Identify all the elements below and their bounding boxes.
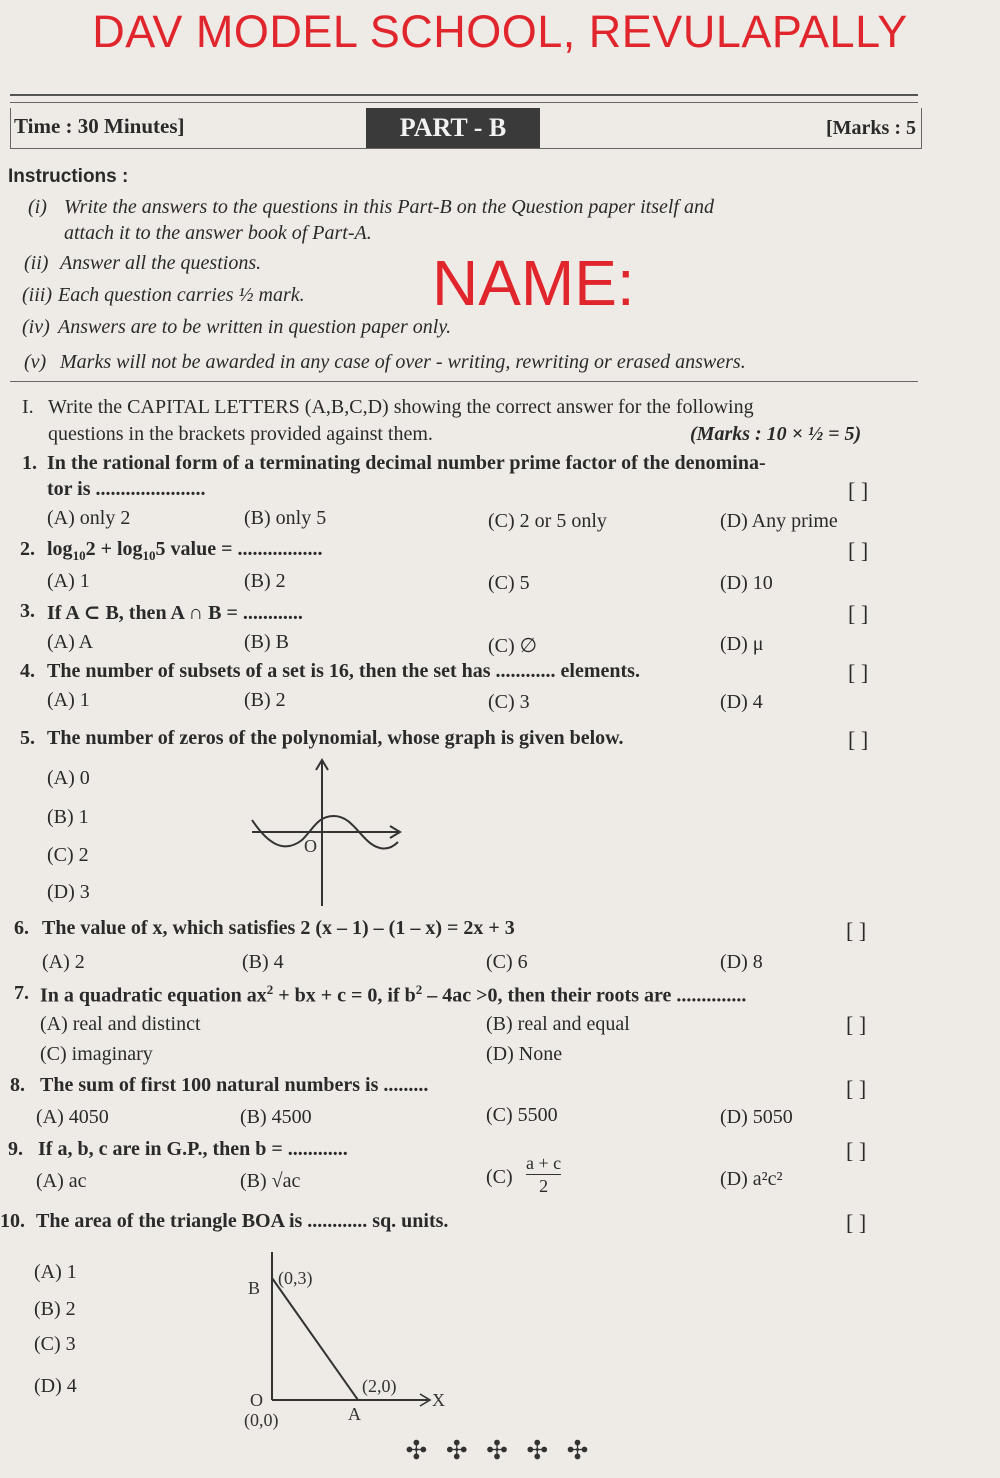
option-c-fraction bbox=[526, 1152, 561, 1197]
marks-label: [Marks : 5 bbox=[826, 117, 916, 139]
point-a-coord: (2,0) bbox=[362, 1376, 397, 1396]
answer-bracket[interactable]: [ ] bbox=[846, 1012, 867, 1037]
time-label: Time : 30 Minutes] bbox=[14, 114, 185, 138]
answer-bracket[interactable]: [ ] bbox=[848, 601, 869, 626]
instruction-num: (v) bbox=[24, 351, 47, 373]
option-a: (A) A bbox=[47, 631, 94, 653]
question-num: 6. bbox=[14, 917, 29, 939]
question-text: The sum of first 100 natural numbers is ......... bbox=[40, 1074, 429, 1096]
option-c: (C) 2 bbox=[47, 844, 89, 866]
option-a: (A) 1 bbox=[47, 689, 90, 711]
option-b: (B) √ac bbox=[240, 1170, 301, 1192]
fraction-numerator: a + c bbox=[526, 1153, 562, 1173]
option-d: (D) a²c² bbox=[720, 1168, 783, 1190]
instruction-item bbox=[22, 284, 305, 307]
option-b: (B) real and equal bbox=[486, 1013, 630, 1035]
option-c: (C) ∅ bbox=[488, 635, 538, 657]
answer-bracket[interactable]: [ ] bbox=[846, 1138, 867, 1163]
option-c: (C) 5 bbox=[488, 572, 530, 594]
option-c: (C) 3 bbox=[488, 691, 530, 713]
instruction-item bbox=[24, 351, 746, 374]
instruction-item bbox=[22, 316, 451, 339]
instruction-text: Answer all the questions. bbox=[60, 252, 262, 274]
polynomial-graph bbox=[244, 754, 414, 912]
instruction-text: Answers are to be written in question paper only. bbox=[58, 316, 452, 338]
option-c: (C) 2 or 5 only bbox=[488, 510, 607, 532]
point-b-coord: (0,3) bbox=[278, 1268, 313, 1288]
option-c: (C) 6 bbox=[486, 951, 528, 973]
question-num: 10. bbox=[0, 1210, 25, 1232]
instruction-num: (iii) bbox=[22, 284, 52, 306]
question-text: In the rational form of a terminating decimal number prime factor of the denomina- bbox=[47, 452, 766, 474]
question-text: The number of subsets of a set is 16, then the set has ............ elements. bbox=[47, 660, 640, 682]
footer-ornament: ✣ ✣ ✣ ✣ ✣ bbox=[405, 1436, 595, 1465]
question-text: If a, b, c are in G.P., then b = ............ bbox=[38, 1138, 348, 1160]
answer-bracket[interactable]: [ ] bbox=[848, 727, 869, 752]
option-d: (D) 10 bbox=[720, 572, 773, 594]
point-b-label: B bbox=[248, 1278, 261, 1298]
question-text: $\log_{10}2 + \log_{10}5$ value = ................. bbox=[47, 538, 323, 563]
graph-origin-label: O bbox=[304, 836, 317, 856]
option-d: (D) 8 bbox=[720, 951, 763, 973]
instruction-num: (iv) bbox=[22, 316, 50, 338]
origin-coord: (0,0) bbox=[244, 1410, 279, 1430]
school-title: DAV MODEL SCHOOL, REVULAPALLY bbox=[92, 6, 908, 57]
section-rule bbox=[10, 381, 918, 382]
option-a: (A) 0 bbox=[47, 767, 90, 789]
instruction-num: (ii) bbox=[24, 252, 49, 274]
option-a: (A) 2 bbox=[42, 951, 85, 973]
answer-bracket[interactable]: [ ] bbox=[848, 538, 869, 563]
section-line1: Write the CAPITAL LETTERS (A,B,C,D) showing the correct answer for the following bbox=[48, 396, 754, 418]
instruction-text: Each question carries ½ mark. bbox=[58, 284, 305, 306]
option-b: (B) 1 bbox=[47, 806, 89, 828]
point-a-label: A bbox=[348, 1404, 361, 1424]
option-a: (A) 1 bbox=[34, 1261, 77, 1283]
instruction-text: Marks will not be awarded in any case of over - writing, rewriting or erased answers. bbox=[60, 351, 746, 373]
option-b: (B) 2 bbox=[244, 689, 286, 711]
question-text: The value of x, which satisfies 2 (x – 1) – (1 – x) = 2x + 3 bbox=[42, 917, 515, 939]
question-num: 5. bbox=[20, 727, 35, 749]
instruction-text: Write the answers to the questions in this Part-B on the Question paper itself and bbox=[64, 196, 714, 218]
option-b: (B) 2 bbox=[244, 570, 286, 592]
option-a: (A) real and distinct bbox=[40, 1013, 201, 1035]
question-num: 3. bbox=[20, 600, 35, 622]
header-rule bbox=[10, 94, 918, 96]
section-num: I. bbox=[22, 396, 34, 418]
instruction-item bbox=[28, 196, 714, 219]
question-num: 7. bbox=[14, 982, 29, 1004]
option-c: (C) 3 bbox=[34, 1333, 76, 1355]
x-axis-label: X bbox=[432, 1390, 445, 1410]
answer-bracket[interactable]: [ ] bbox=[846, 1210, 867, 1235]
option-b: (B) B bbox=[244, 631, 289, 653]
option-b: (B) 4500 bbox=[240, 1106, 312, 1128]
question-text: In a quadratic equation $ax^2$ + bx + c = 0, if $b^2 - 4ac >0$, then their roots are .............. bbox=[40, 982, 747, 1007]
option-a: (A) only 2 bbox=[47, 507, 131, 529]
instruction-item bbox=[24, 252, 261, 275]
question-num: 4. bbox=[20, 660, 35, 682]
option-c: (C) bbox=[486, 1166, 513, 1188]
question-text: The area of the triangle BOA is ............ sq. units. bbox=[36, 1210, 449, 1232]
option-d: (D) 3 bbox=[47, 881, 90, 903]
header-rule-thin bbox=[10, 102, 918, 103]
origin-label: O bbox=[250, 1390, 263, 1410]
option-c: (C) 5500 bbox=[486, 1104, 558, 1126]
question-num: 1. bbox=[22, 452, 37, 474]
answer-bracket[interactable]: [ ] bbox=[846, 918, 867, 943]
instruction-num: (i) bbox=[28, 196, 47, 218]
question-text: If A ⊂ B, then A ∩ B = ............ bbox=[47, 602, 303, 624]
answer-bracket[interactable]: [ ] bbox=[848, 660, 869, 685]
fraction-denominator: 2 bbox=[526, 1174, 561, 1197]
option-c: (C) imaginary bbox=[40, 1043, 153, 1065]
option-b: (B) 4 bbox=[242, 951, 284, 973]
option-a: (A) ac bbox=[36, 1170, 87, 1192]
question-num: 2. bbox=[20, 538, 35, 560]
instruction-item-cont: attach it to the answer book of Part-A. bbox=[64, 222, 372, 244]
option-a: (A) 4050 bbox=[36, 1106, 109, 1128]
option-d: (D) μ bbox=[720, 633, 764, 655]
section-marks: (Marks : 10 × ½ = 5) bbox=[690, 423, 862, 445]
option-d: (D) Any prime bbox=[720, 510, 838, 532]
question-num: 8. bbox=[10, 1074, 25, 1096]
question-num: 9. bbox=[8, 1138, 23, 1160]
option-d: (D) None bbox=[486, 1043, 563, 1065]
instructions-heading: Instructions : bbox=[8, 166, 129, 187]
answer-bracket[interactable]: [ ] bbox=[846, 1076, 867, 1101]
section-line2: questions in the brackets provided against them. bbox=[48, 423, 433, 445]
option-d: (D) 4 bbox=[34, 1375, 77, 1397]
option-b: (B) only 5 bbox=[244, 507, 327, 529]
question-text-cont: tor is ...................... bbox=[47, 478, 206, 500]
answer-bracket[interactable]: [ ] bbox=[848, 478, 869, 503]
name-field-label[interactable]: NAME: bbox=[432, 247, 635, 319]
part-label: PART - B bbox=[366, 108, 540, 148]
option-a: (A) 1 bbox=[47, 570, 90, 592]
option-d: (D) 5050 bbox=[720, 1106, 793, 1128]
option-b: (B) 2 bbox=[34, 1298, 76, 1320]
triangle-graph bbox=[240, 1248, 450, 1430]
option-d: (D) 4 bbox=[720, 691, 763, 713]
question-text: The number of zeros of the polynomial, whose graph is given below. bbox=[47, 727, 624, 749]
